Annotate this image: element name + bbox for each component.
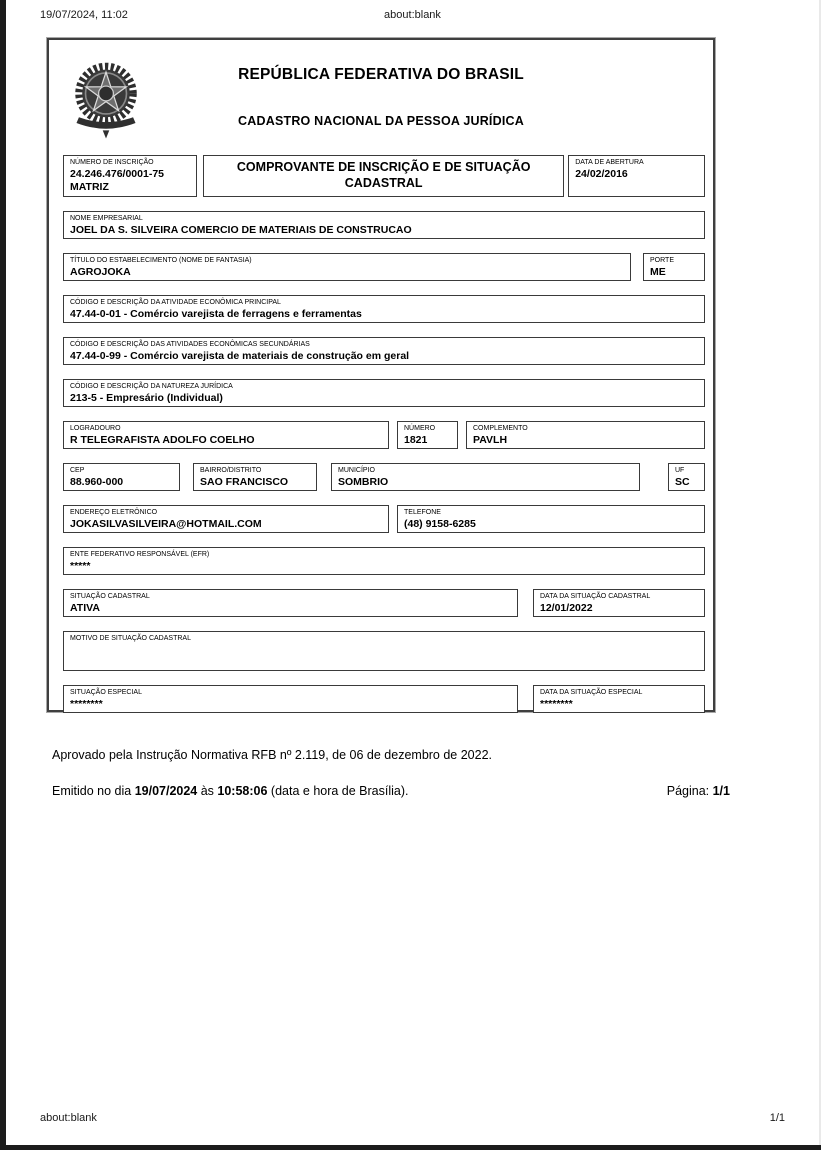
field-value: SC [675, 475, 690, 488]
field-label: CÓDIGO E DESCRIÇÃO DA NATUREZA JURÍDICA [70, 383, 233, 390]
print-url: about:blank [384, 9, 441, 21]
field-endereco-eletronico [63, 505, 389, 533]
comprovante-title: COMPROVANTE DE INSCRIÇÃO E DE SITUAÇÃO CADASTRAL [203, 155, 564, 197]
row-nome-empresarial [63, 211, 705, 239]
emitted-suffix: (data e hora de Brasília). [267, 784, 409, 798]
row-situacao-especial [63, 685, 705, 713]
field-value: SOMBRIO [338, 475, 389, 488]
field-complemento [466, 421, 705, 449]
document-footer [52, 748, 730, 798]
field-label: MUNICÍPIO [338, 467, 375, 474]
field-label: NÚMERO DE INSCRIÇÃO [70, 159, 154, 166]
row-efr [63, 547, 705, 575]
field-label: ENTE FEDERATIVO RESPONSÁVEL (EFR) [70, 551, 210, 558]
emitted-time: 10:58:06 [217, 784, 268, 798]
field-value: 24.246.476/0001-75 [70, 167, 165, 180]
emitted-line [52, 784, 730, 798]
field-value: 47.44-0-99 - Comércio varejista de materiais de construção em geral [70, 349, 410, 362]
document-subtitle: CADASTRO NACIONAL DA PESSOA JURÍDICA [238, 114, 524, 128]
field-data-situacao-especial [533, 685, 705, 713]
field-label: SITUAÇÃO ESPECIAL [70, 689, 142, 696]
field-value: ******** [70, 697, 103, 710]
field-label: PORTE [650, 257, 674, 264]
emitted-date: 19/07/2024 [134, 784, 198, 798]
field-efr [63, 547, 705, 575]
row-cep-bairro-municipio [63, 463, 705, 491]
field-porte [643, 253, 705, 281]
row-motivo-situacao [63, 631, 705, 671]
field-telefone [397, 505, 705, 533]
field-data-abertura [568, 155, 705, 197]
emitted-middle: às [197, 784, 218, 798]
field-value: SAO FRANCISCO [200, 475, 289, 488]
field-label: CÓDIGO E DESCRIÇÃO DA ATIVIDADE ECONÔMICA PRINCIPAL [70, 299, 281, 306]
field-atividades-secundarias [63, 337, 705, 365]
page-value: 1/1 [712, 784, 730, 798]
field-label: LOGRADOURO [70, 425, 121, 432]
field-label: SITUAÇÃO CADASTRAL [70, 593, 150, 600]
field-value: JOEL DA S. SILVEIRA COMERCIO DE MATERIAIS DE CONSTRUCAO [70, 223, 412, 236]
field-atividade-principal [63, 295, 705, 323]
field-value: AGROJOKA [70, 265, 131, 278]
field-label: DATA DE ABERTURA [575, 159, 644, 166]
field-label: NOME EMPRESARIAL [70, 215, 143, 222]
field-value: 12/01/2022 [540, 601, 593, 614]
field-value: 47.44-0-01 - Comércio varejista de ferragens e ferramentas [70, 307, 362, 320]
field-bairro-distrito [193, 463, 317, 491]
document-header [49, 40, 713, 154]
field-label: CEP [70, 467, 85, 474]
field-label: TELEFONE [404, 509, 441, 516]
field-data-situacao-cadastral [533, 589, 705, 617]
field-logradouro [63, 421, 389, 449]
field-numero [397, 421, 458, 449]
print-footer-page: 1/1 [769, 1112, 785, 1124]
field-label: TÍTULO DO ESTABELECIMENTO (NOME DE FANTASIA) [70, 257, 252, 264]
field-label: DATA DA SITUAÇÃO CADASTRAL [540, 593, 651, 600]
row-inscricao [63, 155, 705, 197]
brazil-coat-of-arms-icon [65, 58, 147, 142]
browser-edge-bottom [0, 1145, 821, 1150]
page-label: Página: [666, 784, 713, 798]
field-value: 24/02/2016 [575, 167, 628, 180]
print-footer-url: about:blank [40, 1112, 97, 1124]
emitted-prefix: Emitido no dia [52, 784, 135, 798]
field-value: ******** [540, 697, 573, 710]
field-nome-empresarial [63, 211, 705, 239]
field-value: 88.960-000 [70, 475, 124, 488]
document-title: REPÚBLICA FEDERATIVA DO BRASIL [238, 66, 524, 83]
field-uf [668, 463, 705, 491]
row-atividades-secundarias [63, 337, 705, 365]
field-motivo-situacao-cadastral [63, 631, 705, 671]
field-situacao-cadastral [63, 589, 518, 617]
field-label: NÚMERO [404, 425, 436, 432]
field-value: ATIVA [70, 601, 100, 614]
field-value: JOKASILVASILVEIRA@HOTMAIL.COM [70, 517, 262, 530]
field-label: CÓDIGO E DESCRIÇÃO DAS ATIVIDADES ECONÔMICAS SECUNDÁRIAS [70, 341, 310, 348]
field-numero-inscricao [63, 155, 197, 197]
field-value: ME [650, 265, 666, 278]
field-label: DATA DA SITUAÇÃO ESPECIAL [540, 689, 643, 696]
approval-text: Aprovado pela Instrução Normativa RFB nº 2.119, de 06 de dezembro de 2022. [52, 748, 493, 762]
row-email-telefone [63, 505, 705, 533]
row-natureza-juridica [63, 379, 705, 407]
field-value-extra: MATRIZ [70, 181, 109, 194]
field-value: 1821 [404, 433, 428, 446]
emitted-text [52, 784, 409, 798]
field-value: R TELEGRAFISTA ADOLFO COELHO [70, 433, 255, 446]
field-value: (48) 9158-6285 [404, 517, 476, 530]
field-value: ***** [70, 559, 91, 572]
row-atividade-principal [63, 295, 705, 323]
row-endereco [63, 421, 705, 449]
field-label: UF [675, 467, 685, 474]
field-natureza-juridica [63, 379, 705, 407]
browser-edge-left [0, 0, 6, 1150]
row-situacao-cadastral [63, 589, 705, 617]
field-value: PAVLH [473, 433, 508, 446]
fields-grid [63, 155, 705, 713]
field-label: ENDEREÇO ELETRÔNICO [70, 509, 158, 516]
row-titulo-porte [63, 253, 705, 281]
field-titulo-estabelecimento [63, 253, 631, 281]
cnpj-document [47, 38, 715, 712]
field-cep [63, 463, 180, 491]
field-label: BAIRRO/DISTRITO [200, 467, 262, 474]
field-municipio [331, 463, 640, 491]
field-label: MOTIVO DE SITUAÇÃO CADASTRAL [70, 635, 191, 642]
print-datetime: 19/07/2024, 11:02 [40, 9, 128, 21]
page-indicator [667, 784, 730, 798]
field-situacao-especial [63, 685, 518, 713]
field-value: 213-5 - Empresário (Individual) [70, 391, 223, 404]
field-label: COMPLEMENTO [473, 425, 528, 432]
